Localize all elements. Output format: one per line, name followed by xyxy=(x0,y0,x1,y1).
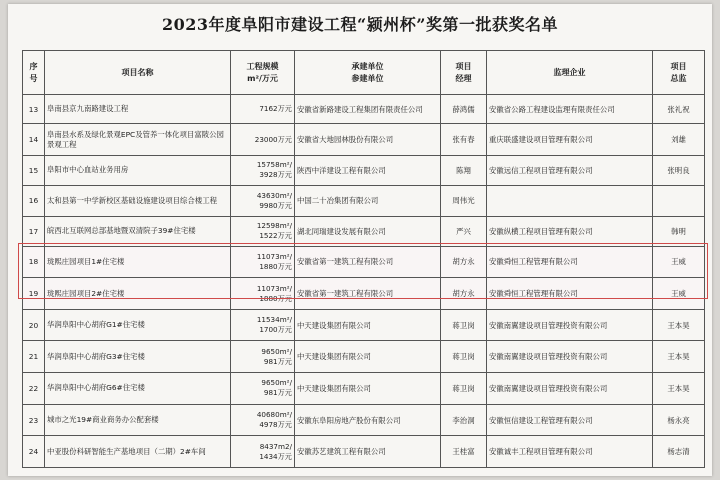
cell-seq: 13 xyxy=(23,95,45,124)
cell-contractor: 中天建设集团有限公司 xyxy=(295,309,441,341)
cell-scale: 40680m²/ 4978万元 xyxy=(231,404,295,436)
cell-project-name: 阜阳市中心血站业务用房 xyxy=(45,156,231,185)
cell-project-name: 华润阜阳中心胡府G6#住宅楼 xyxy=(45,373,231,405)
cell-manager: 蒋卫岗 xyxy=(441,341,487,373)
cell-manager: 蒋卫岗 xyxy=(441,309,487,341)
header-project-name: 项目名称 xyxy=(45,51,231,95)
cell-contractor: 安徽省第一建筑工程有限公司 xyxy=(295,246,441,278)
cell-supervision: 安徽南翼建设项目管理投资有限公司 xyxy=(487,309,653,341)
cell-scale: 11073m²/ 1880万元 xyxy=(231,278,295,310)
header-manager: 项目 经理 xyxy=(441,51,487,95)
table-row xyxy=(23,124,705,156)
cell-chief: 王威 xyxy=(653,278,705,310)
cell-scale: 12598m²/ 1522万元 xyxy=(231,217,295,246)
table-row xyxy=(23,404,705,436)
table-row xyxy=(23,309,705,341)
cell-supervision: 安徽恒信建设工程管理有限公司 xyxy=(487,404,653,436)
table-row-highlighted xyxy=(23,278,705,310)
cell-contractor: 安徽省新路建设工程集团有限责任公司 xyxy=(295,95,441,124)
table-row xyxy=(23,341,705,373)
header-units: 承建单位 参建单位 xyxy=(295,51,441,95)
cell-project-name: 华润阜阳中心胡府G1#住宅楼 xyxy=(45,309,231,341)
table-row xyxy=(23,95,705,124)
cell-seq: 21 xyxy=(23,341,45,373)
cell-manager: 周伟光 xyxy=(441,185,487,217)
header-row xyxy=(23,51,705,95)
cell-scale: 9650m²/ 981万元 xyxy=(231,341,295,373)
cell-project-name: 中亚股份科研智能生产基地项目（二期）2#车间 xyxy=(45,436,231,468)
header-seq: 序 号 xyxy=(23,51,45,95)
cell-contractor: 安徽省第一建筑工程有限公司 xyxy=(295,278,441,310)
award-table xyxy=(22,50,705,468)
cell-contractor: 安徽东阜阳房地产股份有限公司 xyxy=(295,404,441,436)
cell-manager: 陈翔 xyxy=(441,156,487,185)
cell-manager: 王桂富 xyxy=(441,436,487,468)
cell-seq: 19 xyxy=(23,278,45,310)
cell-chief: 张明良 xyxy=(653,156,705,185)
cell-chief: 韩明 xyxy=(653,217,705,246)
cell-seq: 22 xyxy=(23,373,45,405)
cell-chief: 杨永亮 xyxy=(653,404,705,436)
cell-supervision: 安徽远信工程项目管理有限公司 xyxy=(487,156,653,185)
table-row xyxy=(23,373,705,405)
cell-manager: 张有春 xyxy=(441,124,487,156)
page-title: 2023年度阜阳市建设工程“颍州杯”奖第一批获奖名单 xyxy=(162,15,558,34)
cell-scale: 15758m²/ 3928万元 xyxy=(231,156,295,185)
cell-contractor: 安徽苏艺建筑工程有限公司 xyxy=(295,436,441,468)
cell-contractor: 中天建设集团有限公司 xyxy=(295,373,441,405)
cell-supervision: 安徽纵横工程项目管理有限公司 xyxy=(487,217,653,246)
cell-seq: 18 xyxy=(23,246,45,278)
cell-manager: 薛鸿儒 xyxy=(441,95,487,124)
cell-seq: 17 xyxy=(23,217,45,246)
cell-supervision: 安徽省公路工程建设监理有限责任公司 xyxy=(487,95,653,124)
cell-chief: 王威 xyxy=(653,246,705,278)
cell-seq: 24 xyxy=(23,436,45,468)
cell-supervision: 安徽舜恒工程管理有限公司 xyxy=(487,278,653,310)
cell-scale: 23000万元 xyxy=(231,124,295,156)
cell-project-name: 城市之光19#商业商务办公配套楼 xyxy=(45,404,231,436)
cell-chief: 王本昊 xyxy=(653,341,705,373)
cell-scale: 11073m²/ 1880万元 xyxy=(231,246,295,278)
cell-seq: 14 xyxy=(23,124,45,156)
cell-seq: 20 xyxy=(23,309,45,341)
cell-supervision: 安徽舜恒工程管理有限公司 xyxy=(487,246,653,278)
cell-contractor: 中天建设集团有限公司 xyxy=(295,341,441,373)
table-row xyxy=(23,436,705,468)
cell-seq: 15 xyxy=(23,156,45,185)
cell-chief: 刘雄 xyxy=(653,124,705,156)
cell-supervision: 安徽南翼建设项目管理投资有限公司 xyxy=(487,373,653,405)
table-row xyxy=(23,217,705,246)
cell-chief: 王本昊 xyxy=(653,373,705,405)
cell-project-name: 珑熙庄园项目1#住宅楼 xyxy=(45,246,231,278)
cell-chief xyxy=(653,185,705,217)
cell-supervision: 安徽诚丰工程项目管理有限公司 xyxy=(487,436,653,468)
document-page xyxy=(8,4,712,476)
cell-manager: 严兴 xyxy=(441,217,487,246)
cell-project-name: 太和县第一中学新校区基础设施建设项目综合楼工程 xyxy=(45,185,231,217)
cell-project-name: 珑熙庄园项目2#住宅楼 xyxy=(45,278,231,310)
cell-supervision xyxy=(487,185,653,217)
cell-seq: 23 xyxy=(23,404,45,436)
cell-manager: 蒋卫岗 xyxy=(441,373,487,405)
header-scale: 工程规模 m²/万元 xyxy=(231,51,295,95)
cell-manager: 胡方永 xyxy=(441,278,487,310)
table-row xyxy=(23,156,705,185)
header-chief: 项目 总监 xyxy=(653,51,705,95)
table-row-highlighted xyxy=(23,246,705,278)
cell-chief: 杨志清 xyxy=(653,436,705,468)
cell-scale: 7162万元 xyxy=(231,95,295,124)
cell-project-name: 阜南县水系及绿化景观EPC及管养一体化项目富陂公园景观工程 xyxy=(45,124,231,156)
cell-supervision: 安徽南翼建设项目管理投资有限公司 xyxy=(487,341,653,373)
cell-seq: 16 xyxy=(23,185,45,217)
cell-chief: 张礼祝 xyxy=(653,95,705,124)
cell-chief: 王本昊 xyxy=(653,309,705,341)
cell-supervision: 重庆联盛建设项目管理有限公司 xyxy=(487,124,653,156)
cell-contractor: 陕西中洋建设工程有限公司 xyxy=(295,156,441,185)
cell-contractor: 湖北同瑞建设发展有限公司 xyxy=(295,217,441,246)
cell-project-name: 华润阜阳中心胡府G3#住宅楼 xyxy=(45,341,231,373)
cell-manager: 胡方永 xyxy=(441,246,487,278)
table-body xyxy=(23,95,705,468)
header-supervision: 监理企业 xyxy=(487,51,653,95)
cell-project-name: 皖西北互联网总部基地暨双清院子39#住宅楼 xyxy=(45,217,231,246)
table-row xyxy=(23,185,705,217)
cell-scale: 43630m²/ 9980万元 xyxy=(231,185,295,217)
cell-project-name: 阜南县京九南路建设工程 xyxy=(45,95,231,124)
cell-contractor: 中国二十冶集团有限公司 xyxy=(295,185,441,217)
cell-scale: 8437m2/ 1434万元 xyxy=(231,436,295,468)
cell-contractor: 安徽省大地园林股份有限公司 xyxy=(295,124,441,156)
cell-scale: 11534m²/ 1700万元 xyxy=(231,309,295,341)
cell-scale: 9650m²/ 981万元 xyxy=(231,373,295,405)
cell-manager: 李治洞 xyxy=(441,404,487,436)
